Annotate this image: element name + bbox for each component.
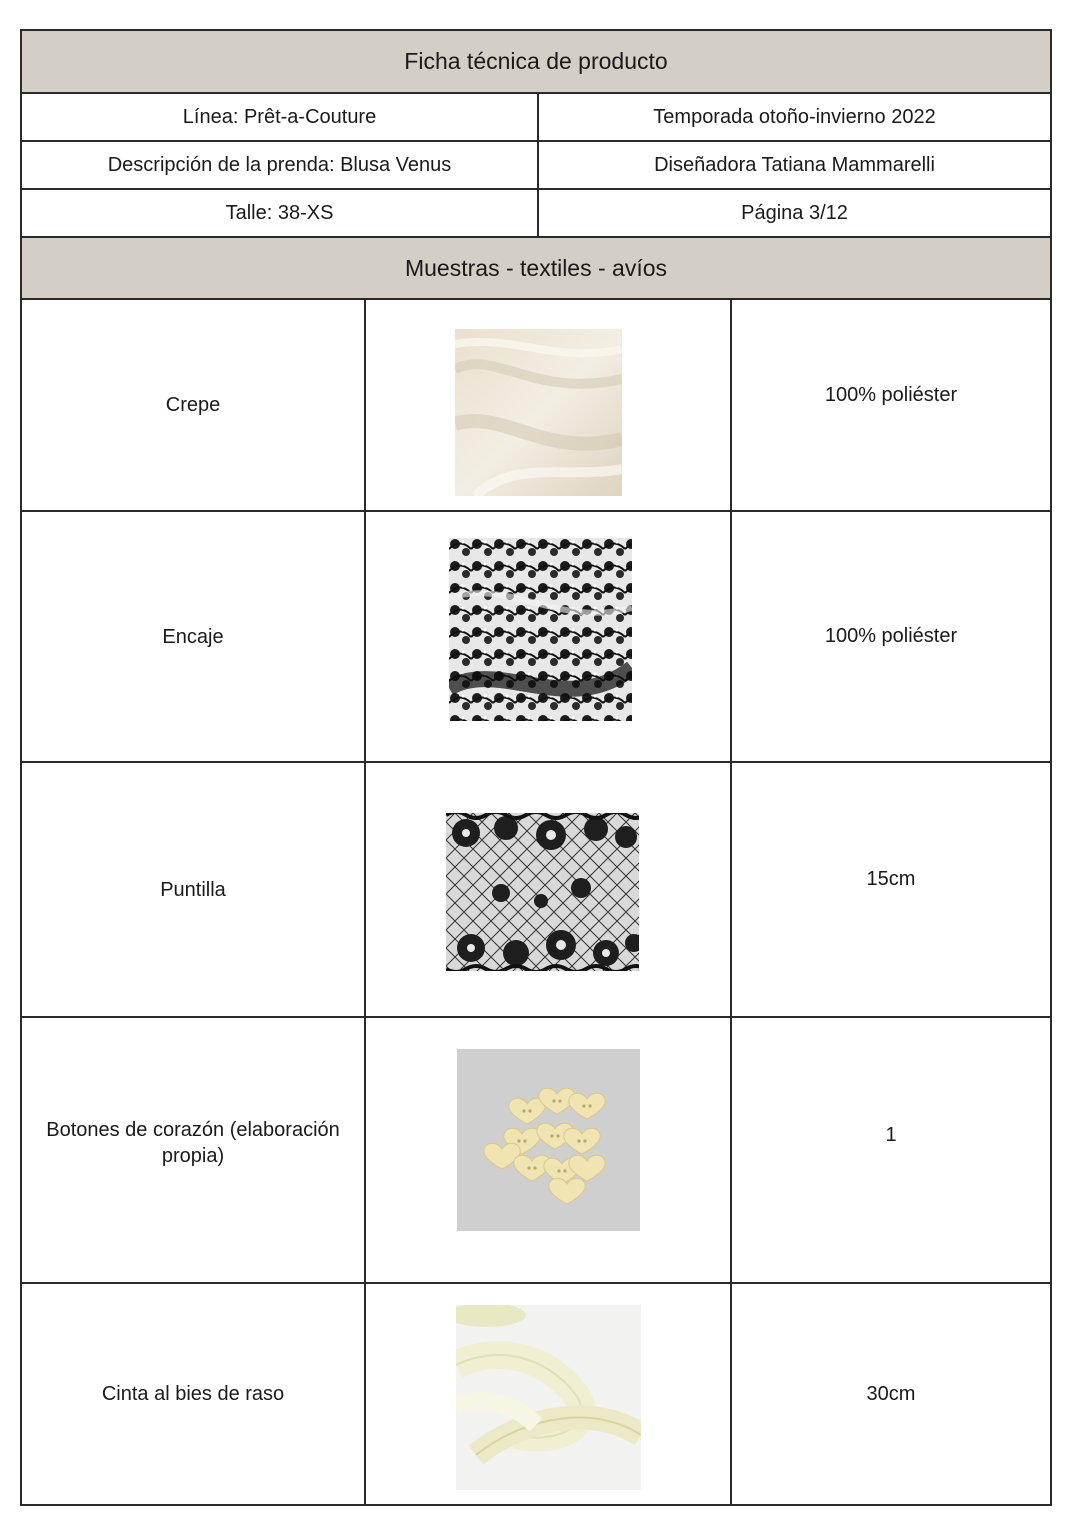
material-value: 15cm	[730, 763, 1050, 1016]
material-sample-cell	[364, 1284, 730, 1504]
material-row	[22, 512, 1050, 763]
sheet-title-row	[22, 31, 1050, 94]
material-sample-cell	[364, 300, 730, 510]
lace-fabric-image	[449, 538, 632, 721]
material-value: 100% poliéster	[730, 512, 1050, 761]
material-name: Cinta al bies de raso	[101, 1383, 285, 1405]
lace-trim-image	[446, 813, 639, 971]
material-row	[22, 300, 1050, 512]
section-title: Muestras - textiles - avíos	[404, 254, 668, 281]
product-spec-sheet	[20, 29, 1052, 1506]
material-sample-cell	[364, 512, 730, 761]
material-row	[22, 1018, 1050, 1284]
material-name: Crepe	[165, 394, 221, 416]
garment-description: Descripción de la prenda: Blusa Venus	[107, 153, 452, 176]
line-label: Línea: Prêt-a-Couture	[182, 105, 377, 128]
size-label: Talle: 38-XS	[225, 201, 334, 224]
satin-bias-tape-image	[456, 1305, 641, 1490]
designer-label: Diseñadora Tatiana Mammarelli	[537, 142, 1050, 188]
material-name: Encaje	[162, 625, 224, 648]
material-name: Puntilla	[160, 878, 226, 901]
section-title-row	[22, 238, 1050, 300]
info-row	[22, 190, 1050, 238]
material-row	[22, 763, 1050, 1018]
material-value: 100% poliéster	[730, 300, 1050, 510]
info-row	[22, 94, 1050, 142]
material-value: 1	[730, 1018, 1050, 1282]
heart-buttons-image	[457, 1049, 640, 1231]
material-sample-cell	[364, 1018, 730, 1282]
material-value: 30cm	[730, 1284, 1050, 1504]
season-label: Temporada otoño-invierno 2022	[537, 94, 1050, 140]
page-number: Página 3/12	[537, 190, 1050, 236]
crepe-fabric-image	[455, 329, 622, 496]
info-row	[22, 142, 1050, 190]
material-name: Botones de corazón (elaboración propia)	[46, 1118, 340, 1167]
sheet-title: Ficha técnica de producto	[404, 48, 668, 74]
material-sample-cell	[364, 763, 730, 1016]
material-row	[22, 1284, 1050, 1504]
